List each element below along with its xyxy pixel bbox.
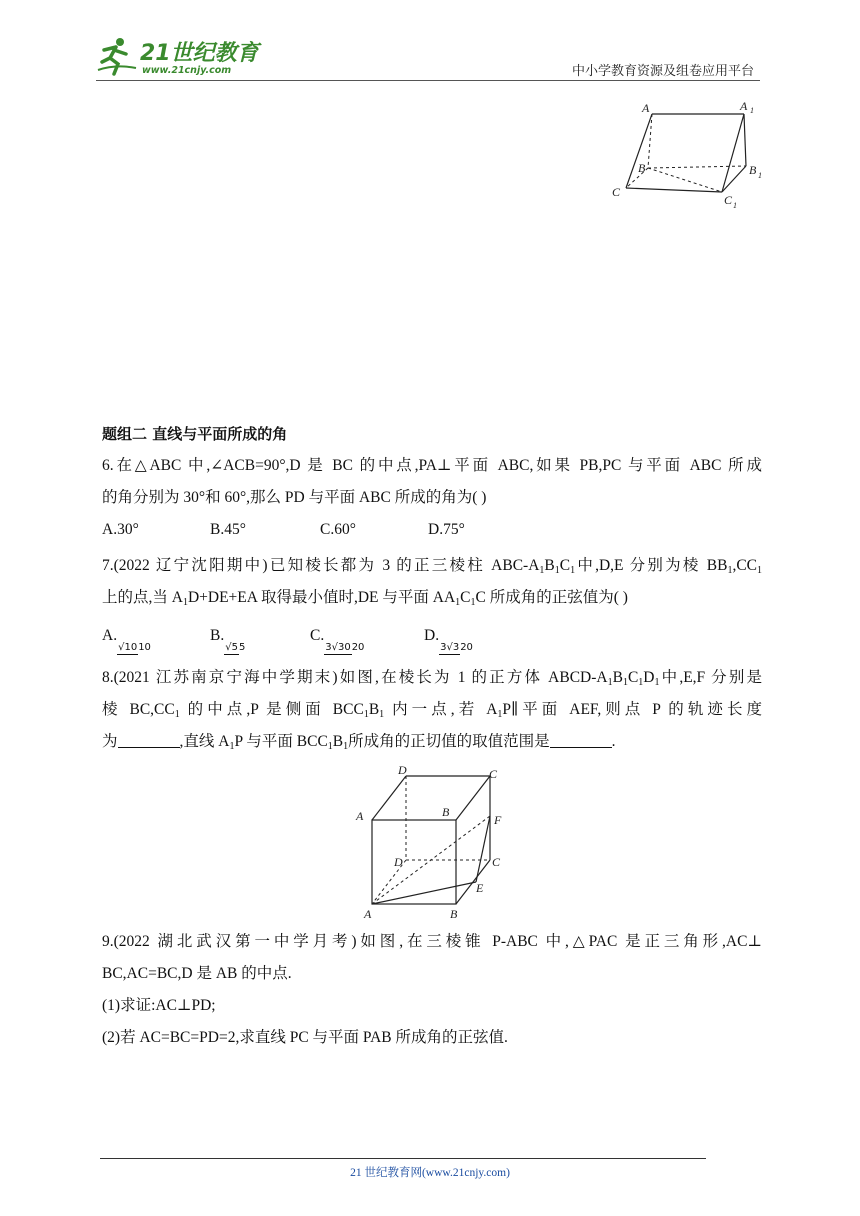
q7-option-b: B.√55 — [210, 627, 246, 653]
runner-icon — [98, 38, 136, 74]
label-C1: C — [489, 767, 498, 781]
answer-blank-1[interactable] — [118, 733, 180, 748]
label-A: A — [364, 907, 372, 921]
label-D1: D — [398, 763, 407, 777]
q6-option-c: C.60° — [320, 521, 356, 538]
footer-divider — [100, 1158, 706, 1159]
label-A: A — [642, 101, 650, 115]
label-D: D — [394, 855, 403, 869]
q6-line2: 的角分别为 30°和 60°,那么 PD 与平面 ABC 所成的角为( ) — [102, 489, 487, 506]
q9-part1: (1)求证:AC⊥PD; — [102, 997, 216, 1014]
q9-part2: (2)若 AC=BC=PD=2,求直线 PC 与平面 PAB 所成角的正弦值. — [102, 1029, 508, 1046]
label-A1: A — [356, 809, 364, 823]
label-B1: B — [442, 805, 450, 819]
label-A1-sub: 1 — [750, 106, 754, 115]
label-B1: B — [749, 163, 757, 177]
label-E: E — [476, 881, 484, 895]
site-logo — [96, 34, 266, 80]
q6-options — [102, 518, 762, 542]
q7-option-a: A.√1010 — [102, 627, 151, 653]
label-B: B — [450, 907, 458, 921]
label-C: C — [492, 855, 501, 869]
header-platform-text: 中小学教育资源及组卷应用平台 — [571, 63, 754, 78]
q9-line2: BC,AC=BC,D 是 AB 的中点. — [102, 965, 292, 982]
q7-option-c: C.3√3020 — [310, 627, 365, 653]
q8-line3: 为 ,直线 $A_1P$ 与平面 $BCC_1B_1$所成角的正切值的取值范围是 . — [102, 733, 616, 752]
q7-options — [102, 624, 762, 655]
answer-blank-2[interactable] — [550, 733, 612, 748]
prism-figure — [604, 96, 774, 212]
logo-text: 21世纪教育 — [140, 41, 259, 66]
q6-option-d: D.75° — [428, 521, 465, 538]
label-C: C — [612, 185, 621, 199]
logo-url: www.21cnjy.com — [142, 65, 232, 76]
label-B: B — [638, 161, 646, 175]
label-C1: C — [724, 193, 733, 207]
q6-option-a: A.30° — [102, 521, 139, 538]
q9-line1: 9.(2022 湖北武汉第一中学月考)如图,在三棱锥 P-ABC 中,△PAC 是正三角形,AC⊥ — [102, 933, 762, 950]
section-title: 题组二 直线与平面所成的角 — [102, 425, 288, 443]
q8-line1: 8.(2021 江苏南京宁海中学期末)如图,在棱长为 1 的正方体 ABCD-$A_1B_1C_1D_1$中,E,F 分别是 — [102, 669, 763, 688]
footer-text[interactable]: 21 世纪教育网(www.21cnjy.com) — [350, 1167, 510, 1179]
q6-option-b: B.45° — [210, 521, 246, 538]
q8-line2: 棱 $BC,CC_1$ 的中点,P 是侧面 $BCC_1B_1$ 内一点,若 $A_1P\parallel$平面 AEF,则点 P 的轨迹长度 — [102, 701, 763, 720]
cube-figure — [352, 762, 522, 922]
label-C1-sub: 1 — [733, 201, 737, 210]
label-B1-sub: 1 — [758, 171, 762, 180]
label-F: F — [494, 813, 502, 827]
q7-line2: 上的点,当 $A_1D+DE+EA$ 取得最小值时,DE 与平面 $AA_1C_1C$ 所成角的正弦值为( ) — [102, 589, 628, 608]
header-divider — [96, 80, 760, 81]
q7-option-d: D.3√320 — [424, 627, 473, 653]
label-A1: A — [740, 99, 748, 113]
q7-line1: 7.(2022 辽宁沈阳期中)已知棱长都为 3 的正三棱柱 ABC-$A_1B_1C_1$中,D,E 分别为棱 $BB_1,CC_1$ — [102, 557, 762, 576]
q6-line1: 6.在△ABC 中,∠ACB=90°,D 是 BC 的中点,PA⊥平面 ABC,如果 PB,PC 与平面 ABC 所成 — [102, 457, 762, 474]
